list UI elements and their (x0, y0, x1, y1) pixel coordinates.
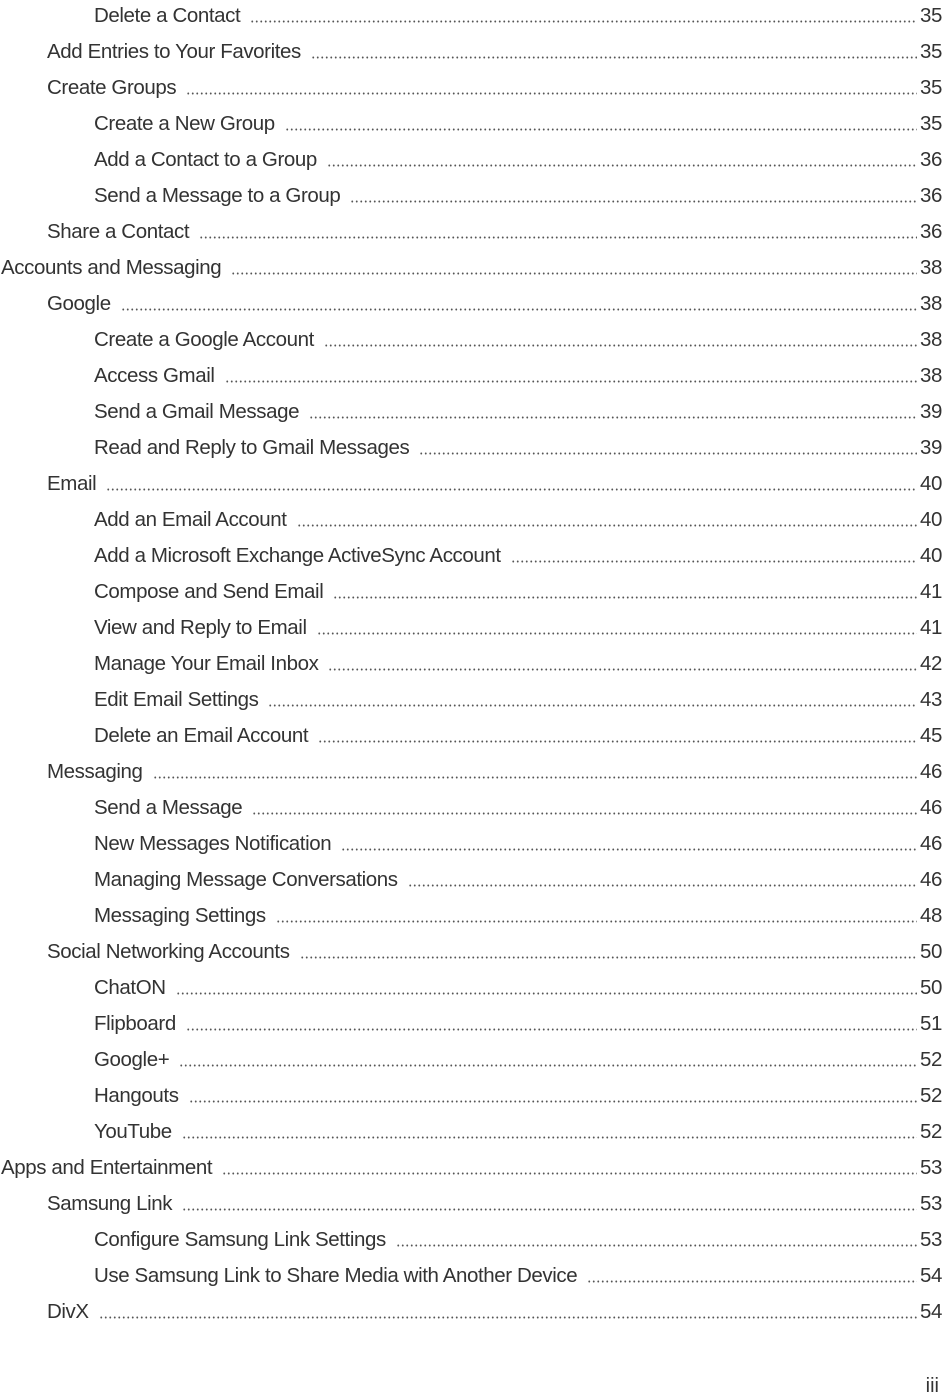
dot-leader (186, 92, 917, 95)
toc-entry[interactable] (94, 824, 942, 856)
dot-leader (285, 128, 917, 131)
toc-entry-page: 45 (919, 724, 942, 747)
toc-entry-page: 35 (919, 40, 942, 63)
toc-entry[interactable] (94, 860, 942, 892)
dot-leader (333, 596, 917, 599)
toc-entry[interactable] (47, 752, 942, 784)
toc-entry[interactable] (94, 0, 942, 28)
dot-leader (341, 848, 917, 851)
page-number: iii (925, 1375, 939, 1397)
dot-leader (231, 272, 917, 275)
toc-entry-page: 40 (919, 544, 942, 567)
toc-entry-page: 40 (919, 508, 942, 531)
toc-entry-title: DivX (47, 1300, 89, 1323)
dot-leader (121, 308, 917, 311)
toc-entry[interactable] (94, 716, 942, 748)
dot-leader (297, 524, 917, 527)
toc-entry-page: 52 (919, 1084, 942, 1107)
toc-entry-page: 38 (919, 364, 942, 387)
toc-entry-page: 51 (919, 1012, 942, 1035)
dot-leader (350, 200, 917, 203)
toc-entry[interactable] (94, 500, 942, 532)
dot-leader (300, 956, 917, 959)
dot-leader (106, 488, 917, 491)
dot-leader (408, 884, 917, 887)
toc-entry-title: Google+ (94, 1048, 170, 1071)
toc-entry[interactable] (1, 248, 942, 280)
dot-leader (179, 1064, 917, 1067)
toc-entry[interactable] (94, 1112, 942, 1144)
toc-entry-title: Manage Your Email Inbox (94, 652, 319, 675)
toc-entry[interactable] (47, 68, 942, 100)
toc-entry-title: Edit Email Settings (94, 688, 259, 711)
toc-entry[interactable] (94, 356, 942, 388)
toc-entry-page: 38 (919, 328, 942, 351)
toc-entry-title: Delete a Contact (94, 4, 241, 27)
toc-entry-title: Delete an Email Account (94, 724, 309, 747)
dot-leader (153, 776, 917, 779)
toc-entry-title: Accounts and Messaging (1, 256, 222, 279)
toc-entry[interactable] (94, 176, 942, 208)
toc-entry-title: Create a New Group (94, 112, 275, 135)
toc-entry-page: 52 (919, 1120, 942, 1143)
toc-entry-page: 48 (919, 904, 942, 927)
toc-entry[interactable] (94, 104, 942, 136)
toc-entry-title: New Messages Notification (94, 832, 332, 855)
toc-entry-title: Share a Contact (47, 220, 190, 243)
toc-entry[interactable] (94, 680, 942, 712)
toc-entry[interactable] (94, 572, 942, 604)
dot-leader (511, 560, 917, 563)
toc-entry-title: Social Networking Accounts (47, 940, 290, 963)
toc-entry-page: 41 (919, 580, 942, 603)
dot-leader (309, 416, 917, 419)
toc-entry-title: Create Groups (47, 76, 177, 99)
toc-entry-title: Send a Gmail Message (94, 400, 300, 423)
dot-leader (311, 56, 917, 59)
toc-entry-page: 35 (919, 4, 942, 27)
toc-entry-title: Apps and Entertainment (1, 1156, 213, 1179)
dot-leader (276, 920, 917, 923)
toc-entry-title: Flipboard (94, 1012, 176, 1035)
toc-entry[interactable] (94, 140, 942, 172)
toc-entry-page: 52 (919, 1048, 942, 1071)
toc-entry-page: 53 (919, 1192, 942, 1215)
dot-leader (396, 1244, 917, 1247)
toc-entry-page: 38 (919, 292, 942, 315)
toc-entry-title: Email (47, 472, 97, 495)
toc-entry-page: 40 (919, 472, 942, 495)
toc-entry-title: Samsung Link (47, 1192, 173, 1215)
toc-entry-title: Use Samsung Link to Share Media with Another Device (94, 1264, 578, 1287)
toc-entry[interactable] (47, 32, 942, 64)
toc-entry-page: 54 (919, 1300, 942, 1323)
toc-entry[interactable] (94, 1256, 942, 1288)
toc-entry-page: 39 (919, 436, 942, 459)
toc-entry-title: Create a Google Account (94, 328, 314, 351)
dot-leader (222, 1172, 917, 1175)
toc-entry[interactable] (94, 968, 942, 1000)
toc-entry-title: Google (47, 292, 111, 315)
dot-leader (186, 1028, 917, 1031)
toc-entry-title: Read and Reply to Gmail Messages (94, 436, 410, 459)
toc-entry-page: 39 (919, 400, 942, 423)
toc-entry-page: 35 (919, 76, 942, 99)
dot-leader (318, 740, 917, 743)
toc-entry[interactable] (94, 1076, 942, 1108)
toc-entry-page: 36 (919, 184, 942, 207)
toc-entry-page: 38 (919, 256, 942, 279)
toc-entry[interactable] (1, 1148, 942, 1180)
toc-entry-title: Hangouts (94, 1084, 179, 1107)
toc-entry[interactable] (94, 788, 942, 820)
toc-entry-title: Send a Message to a Group (94, 184, 341, 207)
toc-entry[interactable] (47, 932, 942, 964)
toc-entry-title: Send a Message (94, 796, 243, 819)
toc-entry-title: Messaging Settings (94, 904, 266, 927)
dot-leader (225, 380, 917, 383)
toc-entry[interactable] (47, 284, 942, 316)
toc-entry-page: 36 (919, 220, 942, 243)
dot-leader (189, 1100, 917, 1103)
toc-entry-page: 50 (919, 940, 942, 963)
toc-entry[interactable] (94, 392, 942, 424)
toc-entry-page: 42 (919, 652, 942, 675)
toc-entry[interactable] (94, 1220, 942, 1252)
toc-entry-page: 36 (919, 148, 942, 171)
toc-entry[interactable] (94, 536, 942, 568)
dot-leader (328, 668, 917, 671)
toc-entry-title: ChatON (94, 976, 166, 999)
toc-entry-page: 54 (919, 1264, 942, 1287)
toc-entry-title: Compose and Send Email (94, 580, 324, 603)
toc-entry-title: Add a Microsoft Exchange ActiveSync Account (94, 544, 501, 567)
dot-leader (199, 236, 917, 239)
toc-entry-page: 50 (919, 976, 942, 999)
dot-leader (324, 344, 917, 347)
toc-entry[interactable] (47, 464, 942, 496)
toc-entry[interactable] (94, 1040, 942, 1072)
toc-entry[interactable] (47, 1292, 942, 1324)
toc-entry[interactable] (94, 320, 942, 352)
toc-entry-page: 43 (919, 688, 942, 711)
dot-leader (587, 1280, 917, 1283)
toc-entry-page: 46 (919, 760, 942, 783)
toc-entry-title: Configure Samsung Link Settings (94, 1228, 386, 1251)
toc-entry[interactable] (47, 1184, 942, 1216)
dot-leader (317, 632, 917, 635)
toc-entry-title: Access Gmail (94, 364, 215, 387)
toc-entry-page: 46 (919, 832, 942, 855)
toc-entry-page: 41 (919, 616, 942, 639)
toc-entry-title: Messaging (47, 760, 143, 783)
toc-entry-page: 35 (919, 112, 942, 135)
toc-entry[interactable] (94, 644, 942, 676)
toc-entry[interactable] (47, 212, 942, 244)
dot-leader (250, 20, 917, 23)
dot-leader (419, 452, 917, 455)
toc-entry-page: 53 (919, 1228, 942, 1251)
dot-leader (176, 992, 917, 995)
toc-entry[interactable] (94, 1004, 942, 1036)
dot-leader (182, 1136, 917, 1139)
toc-entry[interactable] (94, 896, 942, 928)
dot-leader (99, 1316, 917, 1319)
toc-entry[interactable] (94, 608, 942, 640)
dot-leader (268, 704, 917, 707)
toc-entry-title: Add an Email Account (94, 508, 287, 531)
dot-leader (252, 812, 917, 815)
toc-entry-title: Add Entries to Your Favorites (47, 40, 301, 63)
toc-entry-title: View and Reply to Email (94, 616, 307, 639)
toc-entry-page: 46 (919, 796, 942, 819)
dot-leader (182, 1208, 917, 1211)
toc-entry-title: YouTube (94, 1120, 172, 1143)
dot-leader (327, 164, 917, 167)
toc-entry-page: 46 (919, 868, 942, 891)
toc-entry-title: Add a Contact to a Group (94, 148, 317, 171)
toc-entry[interactable] (94, 428, 942, 460)
toc-entry-title: Managing Message Conversations (94, 868, 398, 891)
toc-entry-page: 53 (919, 1156, 942, 1179)
